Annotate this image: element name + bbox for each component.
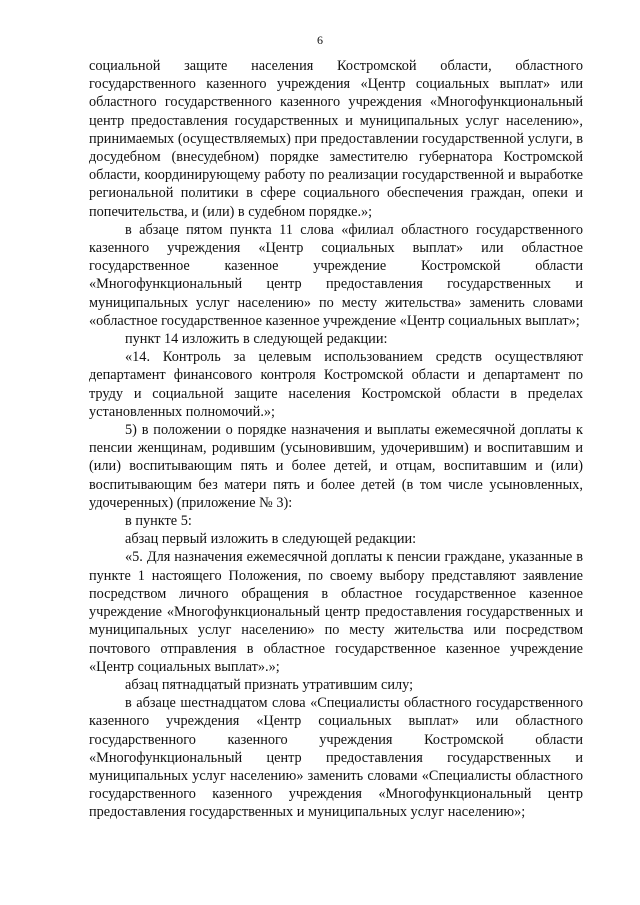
paragraph: 5) в положении о порядке назначения и выплаты ежемесячной доплаты к пенсии женщинам, родившим (усыновившим, удочерившим) и воспитавшим и (или) воспитывающим пять и более детей, и отцам, воспитавшим и (или) воспитывающим без матери пять и более детей (в том числе усыновленных, удочеренных) (приложение № 3): [89,422,583,511]
paragraph: социальной защите населения Костромской области, областного государственного казенного учреждения «Центр социальных выплат» или областного государственного казенного учреждения «Многофункциональный центр предоставления государственных и муниципальных услуг населению», принимаемых (осуществляемых) при предоставлении государственной услуги, в досудебном (внесудебном) порядке заместителю губернатора Костромской области, координирующему работу по реализации государственной и выработке региональной политики в сфере социального обеспечения граждан, опеки и попечительства, и (или) в судебном порядке.»; [89,58,583,220]
paragraph: абзац пятнадцатый признать утратившим силу; [125,676,414,693]
paragraph: в абзаце шестнадцатом слова «Специалисты областного государственного казенного учреждения «Центр социальных выплат» или областного государственного казенного учреждения Костромской области «Многофункциональный центр предоставления государственных и муниципальных услуг населению» заменить словами «Специалисты областного государственного казенного учреждения «Многофункциональный центр предоставления государственных и муниципальных услуг населению»; [89,695,583,821]
paragraph: в абзаце пятом пункта 11 слова «филиал областного государственного казенного учреждения «Центр социальных выплат» или областное государственное казенное учреждение Костромской области «Многофункциональный центр предоставления государственных и муниципальных услуг населению» по месту жительства» заменить словами «областное государственное казенное учреждение «Центр социальных выплат»; [89,221,583,329]
paragraph: пункт 14 изложить в следующей редакции: [125,331,388,348]
paragraph: в пункте 5: [125,513,192,530]
document-body [89,57,583,822]
paragraph: «14. Контроль за целевым использованием средств осуществляют департамент финансового контроля Костромской области и департамент по труду и социальной защите населения Костромской области в пределах установленных полномочий.»; [89,349,583,420]
paragraph: абзац первый изложить в следующей редакции: [125,531,417,548]
paragraph: «5. Для назначения ежемесячной доплаты к пенсии граждане, указанные в пункте 1 настоящего Положения, по своему выбору представляют заявление посредством личного обращения в областное государственное казенное учреждение «Многофункциональный центр предоставления государственных и муниципальных услуг населению» по месту жительства или посредством почтового отправления в областное государственное казенное учреждение «Центр социальных выплат».»; [89,549,583,675]
page-number: 6 [317,33,323,47]
